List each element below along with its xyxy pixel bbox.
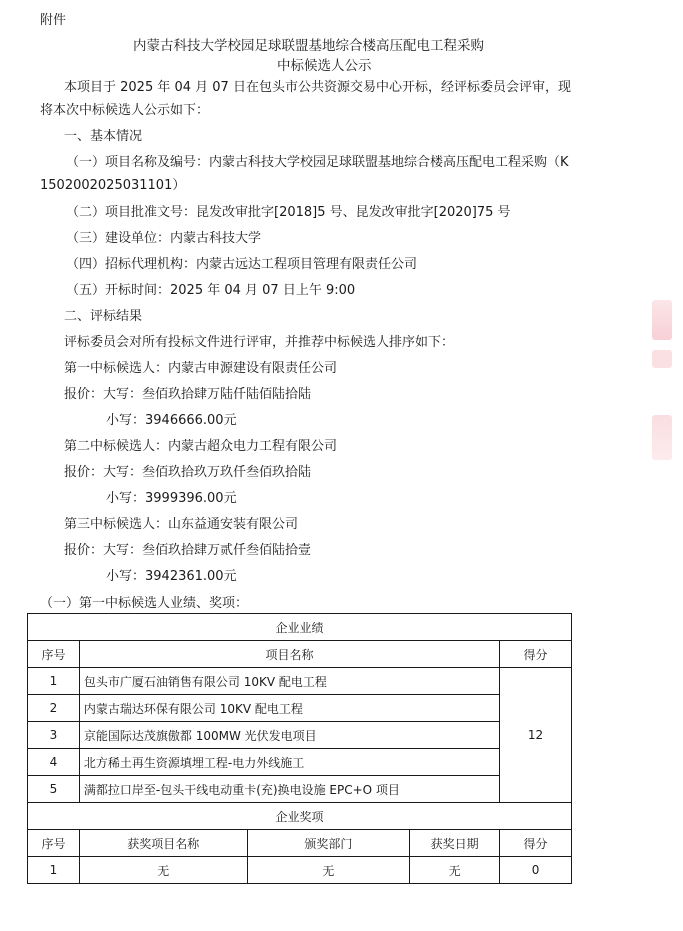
table-row — [28, 668, 572, 695]
performance-title-row — [28, 614, 572, 641]
construction-unit: （三）建设单位：内蒙古科技大学 — [66, 231, 262, 246]
awards-title-row — [28, 803, 572, 830]
awards-cell-date: 无 — [410, 857, 500, 884]
performance-header-row — [28, 641, 572, 668]
project-name-cell: 内蒙古瑞达环保有限公司 10KV 配电工程 — [79, 695, 499, 722]
awards-header-score: 得分 — [500, 830, 572, 857]
candidate-2-label: 第二中标候选人：内蒙古超众电力工程有限公司 — [64, 439, 338, 454]
table-heading: （一）第一中标候选人业绩、奖项： — [40, 596, 249, 611]
row-number: 1 — [28, 668, 80, 695]
project-name-line-1: （一）项目名称及编号：内蒙古科技大学校园足球联盟基地综合楼高压配电工程采购（K — [66, 155, 569, 170]
candidate-2-price-number: 小写：3999396.00元 — [106, 491, 237, 506]
project-name-line-2: 1502002025031101） — [40, 178, 186, 193]
candidate-3-price-number: 小写：3942361.00元 — [106, 569, 237, 584]
awards-header-row — [28, 830, 572, 857]
project-name-cell: 京能国际达茂旗傲都 100MW 光伏发电项目 — [79, 722, 499, 749]
candidate-1-price-number: 小写：3946666.00元 — [106, 413, 237, 428]
table-row — [28, 695, 572, 722]
row-number: 3 — [28, 722, 80, 749]
header-score: 得分 — [500, 641, 572, 668]
row-number: 5 — [28, 776, 80, 803]
seal-fragment-bottom — [652, 415, 672, 460]
intro-line-2: 将本次中标候选人公示如下： — [40, 103, 210, 118]
awards-cell-score: 0 — [500, 857, 572, 884]
candidate-1-price-words: 报价：大写：叁佰玖拾肆万陆仟陆佰陆拾陆 — [64, 387, 312, 402]
tender-agency: （四）招标代理机构：内蒙古远达工程项目管理有限责任公司 — [66, 257, 418, 272]
bid-opening-time: （五）开标时间：2025 年 04 月 07 日上午 9:00 — [66, 283, 356, 298]
awards-cell-issuer: 无 — [247, 857, 410, 884]
candidate-1-label: 第一中标候选人：内蒙古申源建设有限责任公司 — [64, 361, 338, 376]
awards-title: 企业奖项 — [28, 803, 572, 830]
intro-line-1: 本项目于 2025 年 04 月 07 日在包头市公共资源交易中心开标，经评标委员会评审，现 — [64, 80, 571, 95]
document-title: 内蒙古科技大学校园足球联盟基地综合楼高压配电工程采购 — [133, 38, 484, 54]
awards-header-name: 获奖项目名称 — [79, 830, 247, 857]
performance-awards-table — [27, 613, 572, 884]
header-project-name: 项目名称 — [79, 641, 499, 668]
performance-title: 企业业绩 — [28, 614, 572, 641]
table-row — [28, 722, 572, 749]
section-basic-info: 一、基本情况 — [64, 129, 143, 144]
awards-header-date: 获奖日期 — [410, 830, 500, 857]
awards-header-no: 序号 — [28, 830, 80, 857]
candidate-3-price-words: 报价：大写：叁佰玖拾肆万贰仟叁佰陆拾壹 — [64, 543, 312, 558]
evaluation-text: 评标委员会对所有投标文件进行评审，并推荐中标候选人排序如下： — [64, 335, 455, 350]
candidate-2-price-words: 报价：大写：叁佰玖拾玖万玖仟叁佰玖拾陆 — [64, 465, 312, 480]
candidate-3-label: 第三中标候选人：山东益通安装有限公司 — [64, 517, 299, 532]
header-no: 序号 — [28, 641, 80, 668]
awards-cell-no: 1 — [28, 857, 80, 884]
project-name-cell: 北方稀土再生资源填埋工程-电力外线施工 — [79, 749, 499, 776]
project-name-cell: 满都拉口岸至-包头干线电动重卡(充)换电设施 EPC+O 项目 — [79, 776, 499, 803]
seal-fragment-middle — [652, 350, 672, 368]
awards-header-issuer: 颁奖部门 — [247, 830, 410, 857]
approval-number: （二）项目批准文号：昆发改审批字[2018]5 号、昆发改审批字[2020]75 号 — [66, 205, 511, 220]
attachment-label: 附件 — [40, 13, 67, 28]
awards-cell-name: 无 — [79, 857, 247, 884]
table-row — [28, 776, 572, 803]
table-row — [28, 857, 572, 884]
row-number: 4 — [28, 749, 80, 776]
project-name-cell: 包头市广厦石油销售有限公司 10KV 配电工程 — [79, 668, 499, 695]
section-evaluation-result: 二、评标结果 — [64, 309, 143, 324]
seal-fragment-top — [652, 300, 672, 340]
performance-score: 12 — [500, 668, 572, 803]
table-row — [28, 749, 572, 776]
document-subtitle: 中标候选人公示 — [277, 58, 372, 74]
row-number: 2 — [28, 695, 80, 722]
